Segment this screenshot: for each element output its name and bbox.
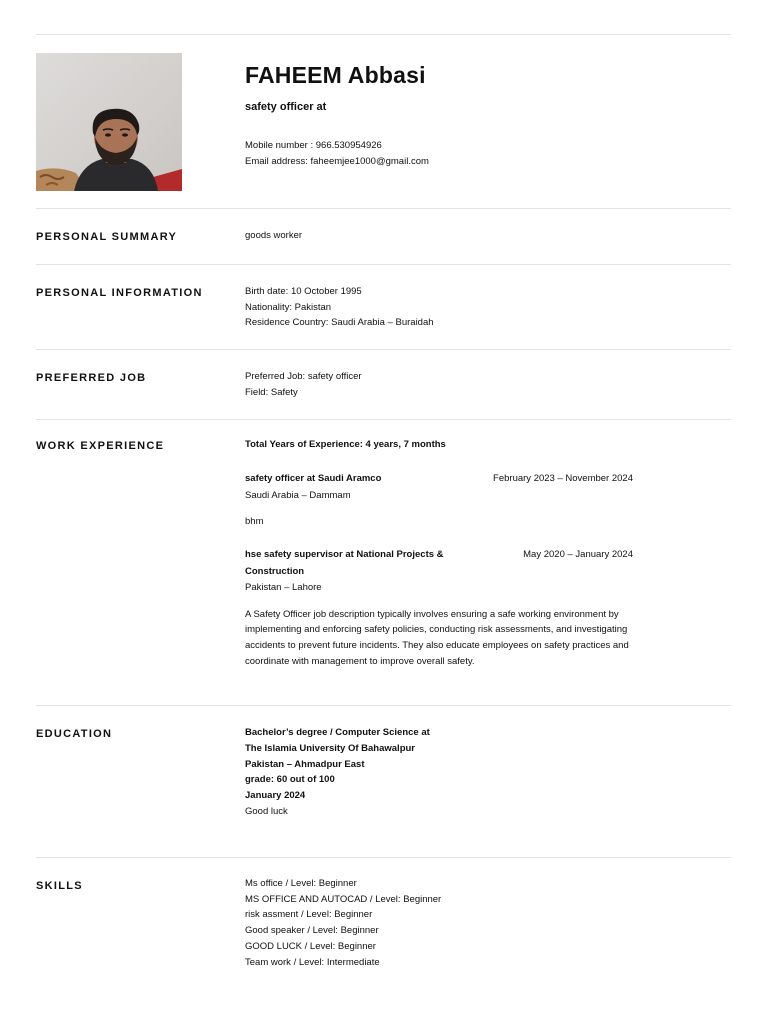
education-note: Good luck bbox=[245, 805, 288, 817]
job-dates: February 2023 – November 2024 bbox=[493, 473, 633, 484]
residence-country: Residence Country: Saudi Arabia – Buraidah bbox=[245, 317, 434, 328]
job-title: safety officer at Saudi Aramco bbox=[245, 473, 382, 484]
total-experience: Total Years of Experience: 4 years, 7 months bbox=[245, 439, 446, 450]
skill-item: Good speaker / Level: Beginner bbox=[245, 925, 379, 937]
job-location: Pakistan – Lahore bbox=[245, 582, 322, 593]
section-label-work-experience: WORK EXPERIENCE bbox=[36, 440, 165, 452]
section-divider bbox=[36, 264, 731, 265]
job-description: bhm bbox=[245, 516, 264, 527]
graduation-date: January 2024 bbox=[245, 790, 306, 802]
preferred-field: Field: Safety bbox=[245, 386, 298, 398]
school-location: Pakistan – Ahmadpur East bbox=[245, 758, 365, 770]
section-divider bbox=[36, 208, 731, 209]
preferred-job: Preferred Job: safety officer bbox=[245, 371, 362, 382]
profile-photo bbox=[36, 53, 182, 191]
job-description: A Safety Officer job description typically involves ensuring a safe working environment by implementing and enforcing safety policies, conducting risk assessments, and investigating accidents to prevent future incidents. They also educate employees on safety practices and coordinate with management to improve overall safety. bbox=[245, 608, 629, 667]
top-divider bbox=[36, 34, 731, 35]
section-divider bbox=[36, 419, 731, 420]
education-entry bbox=[245, 725, 430, 820]
school: The Islamia University Of Bahawalpur bbox=[245, 742, 415, 754]
section-label-preferred-job: PREFERRED JOB bbox=[36, 372, 147, 384]
contact-block bbox=[245, 138, 429, 170]
skill-item: GOOD LUCK / Level: Beginner bbox=[245, 940, 376, 952]
preferred-job-list bbox=[245, 369, 362, 400]
email-address: Email address: faheemjee1000@gmail.com bbox=[245, 156, 429, 167]
job-dates: May 2020 – January 2024 bbox=[523, 549, 633, 560]
section-label-education: EDUCATION bbox=[36, 728, 113, 740]
section-label-personal-information: PERSONAL INFORMATION bbox=[36, 287, 203, 299]
candidate-headline: safety officer at bbox=[245, 101, 327, 113]
section-divider bbox=[36, 857, 731, 858]
job-title: hse safety supervisor at National Projects & Construction bbox=[245, 549, 444, 577]
job-entry bbox=[245, 547, 633, 670]
skills-list bbox=[245, 876, 441, 970]
candidate-name: FAHEEM Abbasi bbox=[245, 62, 426, 88]
nationality: Nationality: Pakistan bbox=[245, 301, 332, 313]
birth-date: Birth date: 10 October 1995 bbox=[245, 286, 362, 297]
section-divider bbox=[36, 349, 731, 350]
section-label-personal-summary: PERSONAL SUMMARY bbox=[36, 231, 178, 243]
job-entry bbox=[245, 471, 633, 530]
skill-item: risk assment / Level: Beginner bbox=[245, 909, 373, 921]
personal-information-list bbox=[245, 284, 434, 331]
degree: Bachelor’s degree / Computer Science at bbox=[245, 727, 430, 738]
personal-summary-text: goods worker bbox=[245, 230, 303, 241]
section-label-skills: SKILLS bbox=[36, 880, 83, 892]
job-location: Saudi Arabia – Dammam bbox=[245, 489, 351, 501]
section-divider bbox=[36, 705, 731, 706]
skill-item: Ms office / Level: Beginner bbox=[245, 878, 357, 889]
grade: grade: 60 out of 100 bbox=[245, 774, 335, 786]
skill-item: MS OFFICE AND AUTOCAD / Level: Beginner bbox=[245, 893, 442, 905]
skill-item: Team work / Level: Intermediate bbox=[245, 956, 380, 968]
mobile-number: Mobile number : 966.530954926 bbox=[245, 140, 382, 151]
